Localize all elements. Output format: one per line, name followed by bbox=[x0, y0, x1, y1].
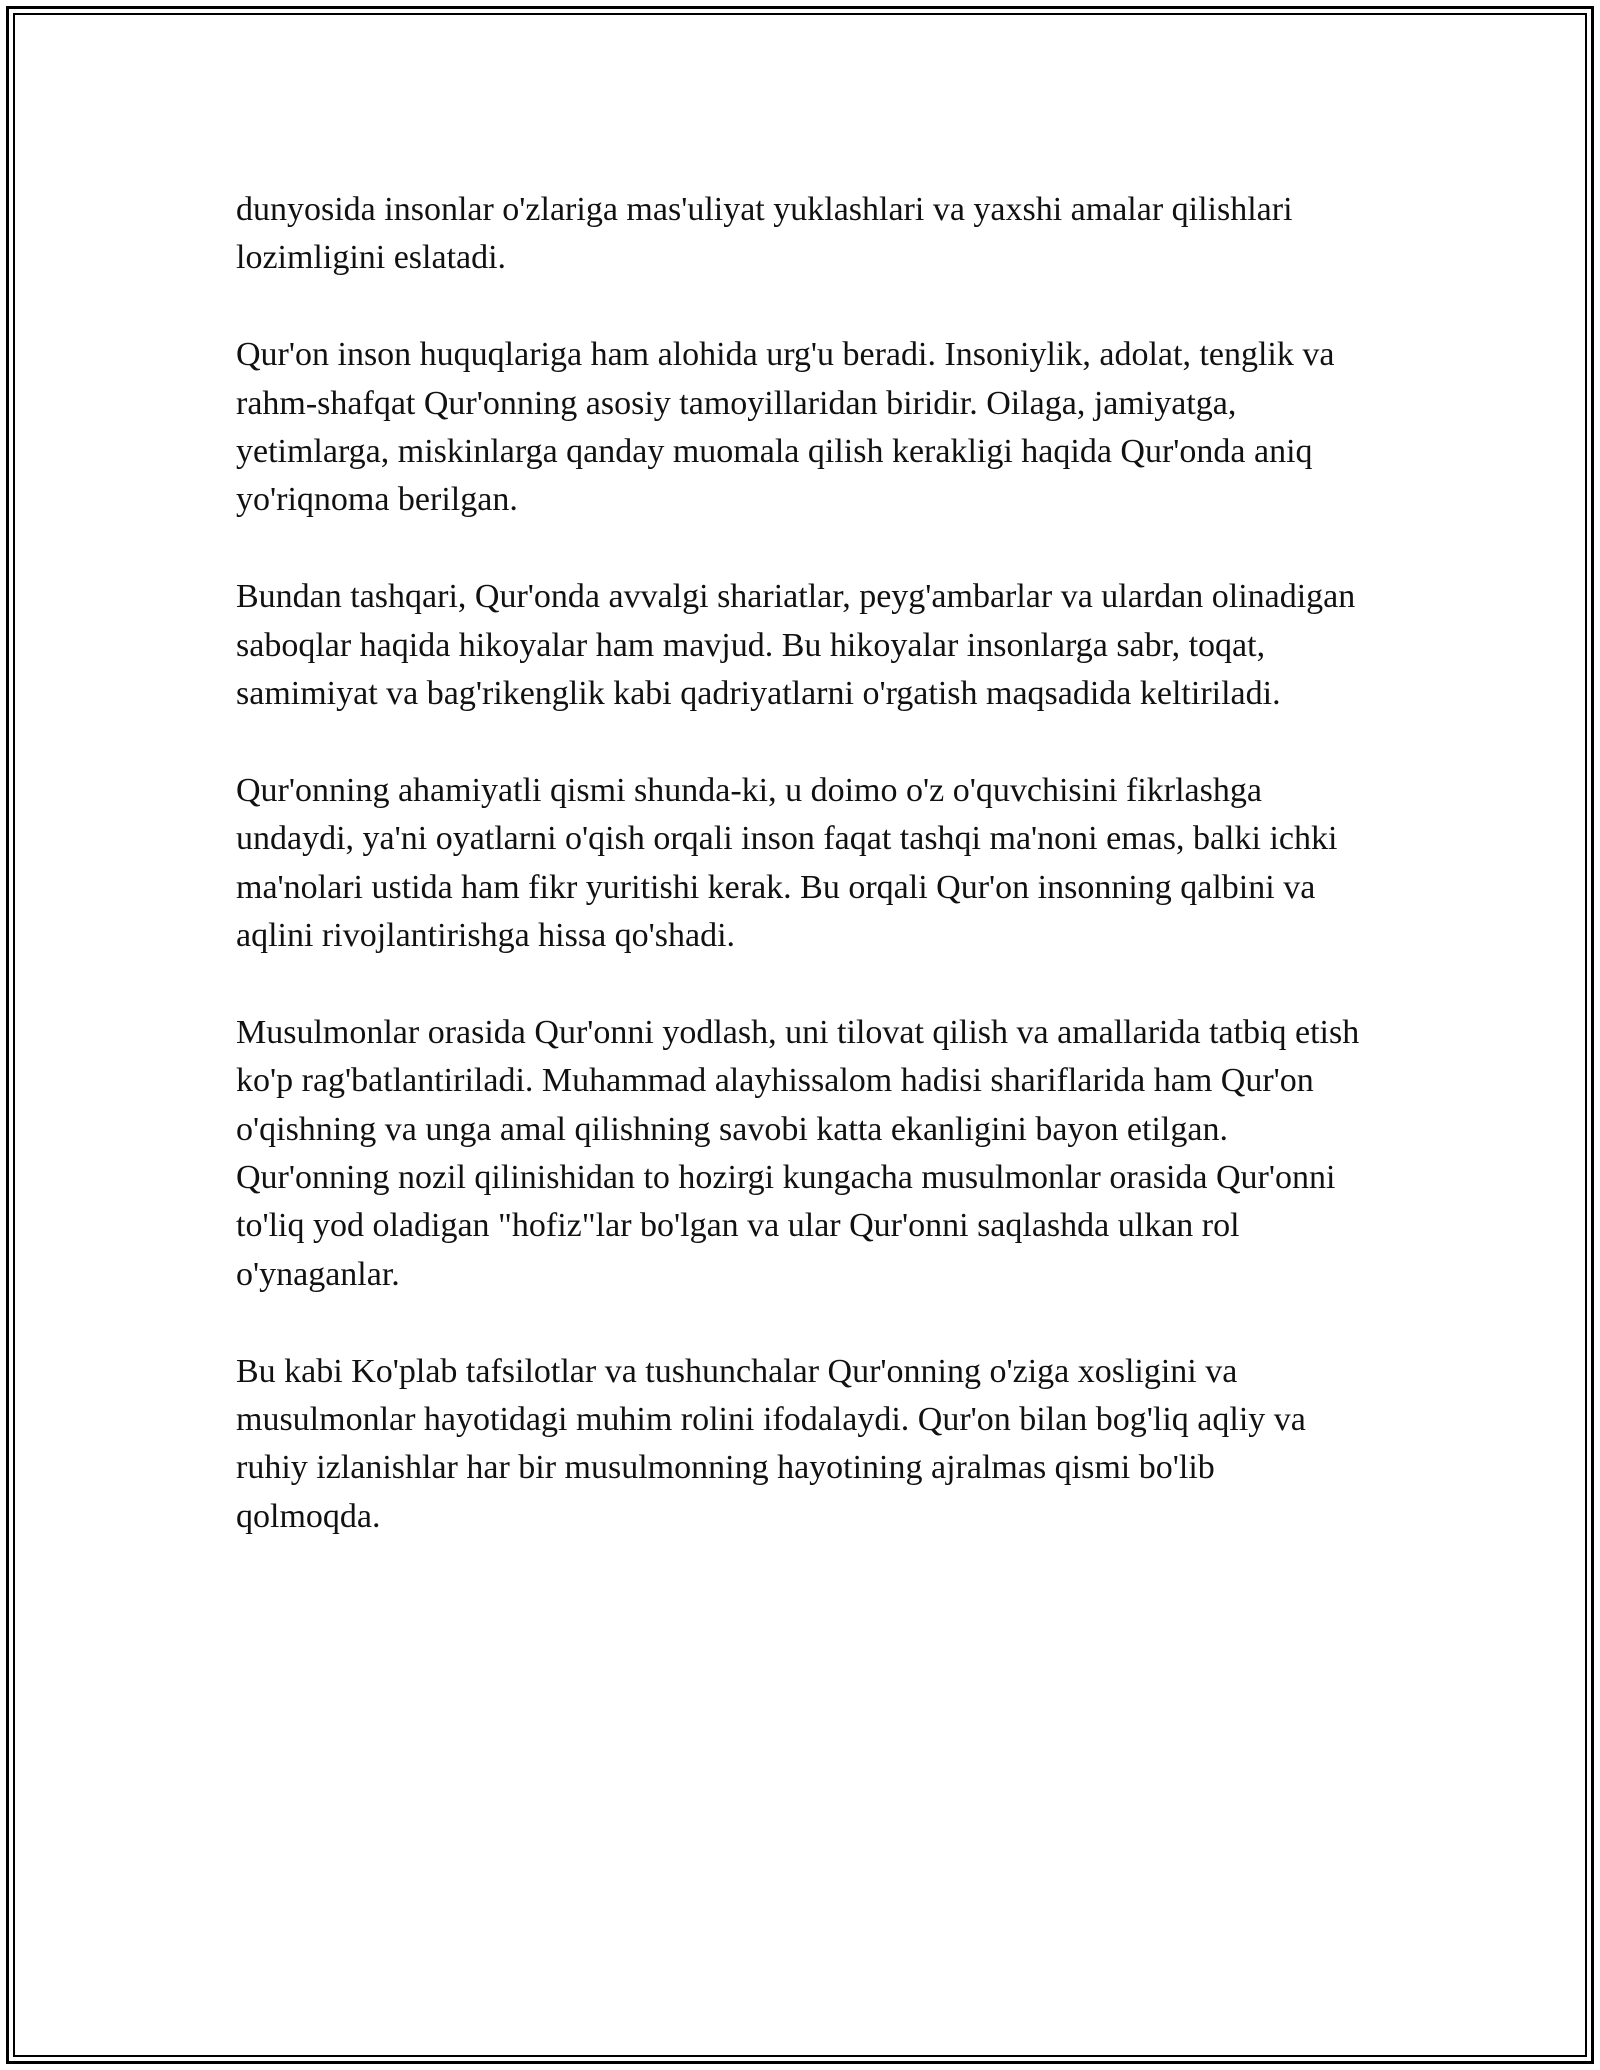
paragraph-3: Bundan tashqari, Qur'onda avvalgi shariatlar, peyg'ambarlar va ulardan olinadigan saboqlar haqida hikoyalar ham mavjud. Bu hikoyalar insonlarga sabr, toqat, samimiyat va bag'rikenglik kabi qadriyatlarni o'rgatish maqsadida keltiriladi. bbox=[236, 578, 1356, 713]
paragraph-1: dunyosida insonlar o'zlariga mas'uliyat yuklashlari va yaxshi amalar qilishlari lozimligini eslatadi. bbox=[236, 191, 1293, 277]
paragraph-4: Qur'onning ahamiyatli qismi shunda-ki, u doimo o'z o'quvchisini fikrlashga undaydi, ya'ni oyatlarni o'qish orqali inson faqat tashqi ma'noni emas, balki ichki ma'nolari ustida ham fikr yuritishi kerak. Bu orqali Qur'on insonning qalbini va aqlini rivojlantirishga hissa qo'shadi. bbox=[236, 771, 1338, 955]
paragraph-5: Musulmonlar orasida Qur'onni yodlash, uni tilovat qilish va amallarida tatbiq etish ko'p rag'batlantiriladi. Muhammad alayhissalom hadisi shariflarida ham Qur'on o'qishning va unga amal qilishning savobi katta ekanligini bayon etilgan. Qur'onning nozil qilinishidan to hozirgi kungacha musulmonlar orasida Qur'onni to'liq yod oladigan "hofiz"lar bo'lgan va ular Qur'onni saqlashda ulkan rol o'ynaganlar. bbox=[236, 1013, 1360, 1293]
document-body bbox=[236, 186, 1366, 1541]
paragraph-6: Bu kabi Ko'plab tafsilotlar va tushunchalar Qur'onning o'ziga xosligini va musulmonlar hayotidagi muhim rolini ifodalaydi. Qur'on bilan bog'liq aqliy va ruhiy izlanishlar har bir musulmonning hayotining ajralmas qismi bo'lib qolmoqda. bbox=[236, 1352, 1306, 1535]
paragraph-2: Qur'on inson huquqlariga ham alohida urg'u beradi. Insoniylik, adolat, tenglik va rahm-shafqat Qur'onning asosiy tamoyillaridan biridir. Oilaga, jamiyatga, yetimlarga, miskinlarga qanday muomala qilish kerakligi haqida Qur'onda aniq yo'riqnoma berilgan. bbox=[236, 336, 1335, 519]
